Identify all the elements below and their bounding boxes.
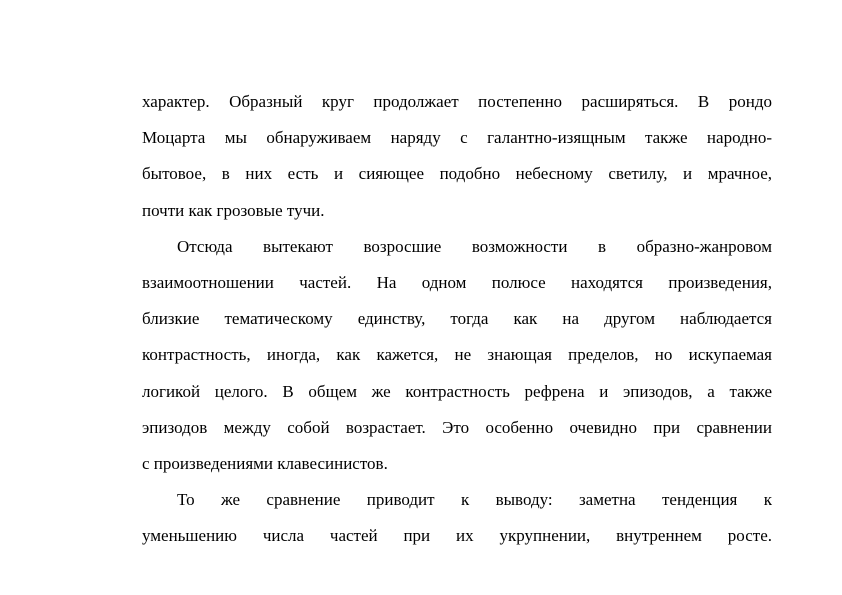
text-line: Отсюда вытекают возросшие возможности в образно-жанровом <box>177 236 772 256</box>
text-line: эпизодов между собой возрастает. Это особенно очевидно при сравнении <box>142 417 772 437</box>
text-line: с произведениями клавесинистов. <box>142 453 388 473</box>
text-line: близкие тематическому единству, тогда как на другом наблюдается <box>142 309 772 329</box>
text-line: Моцарта мы обнаруживаем наряду с галантно-изящным также народно- <box>142 128 772 148</box>
body-text <box>142 84 772 554</box>
text-line: То же сравнение приводит к выводу: заметна тенденция к <box>177 490 772 510</box>
text-line: уменьшению числа частей при их укрупнении, внутреннем росте. <box>142 526 772 546</box>
text-line: контрастность, иногда, как кажется, не знающая пределов, но искупаемая <box>142 345 772 365</box>
text-line: характер. Образный круг продолжает постепенно расширяться. В рондо <box>142 92 772 111</box>
text-line: бытовое, в них есть и сияющее подобно небесному светилу, и мрачное, <box>142 164 772 184</box>
text-line: почти как грозовые тучи. <box>142 200 325 220</box>
text-line: логикой целого. В общем же контрастность рефрена и эпизодов, а также <box>142 381 772 401</box>
text-line: взаимоотношении частей. На одном полюсе находятся произведения, <box>142 272 772 292</box>
